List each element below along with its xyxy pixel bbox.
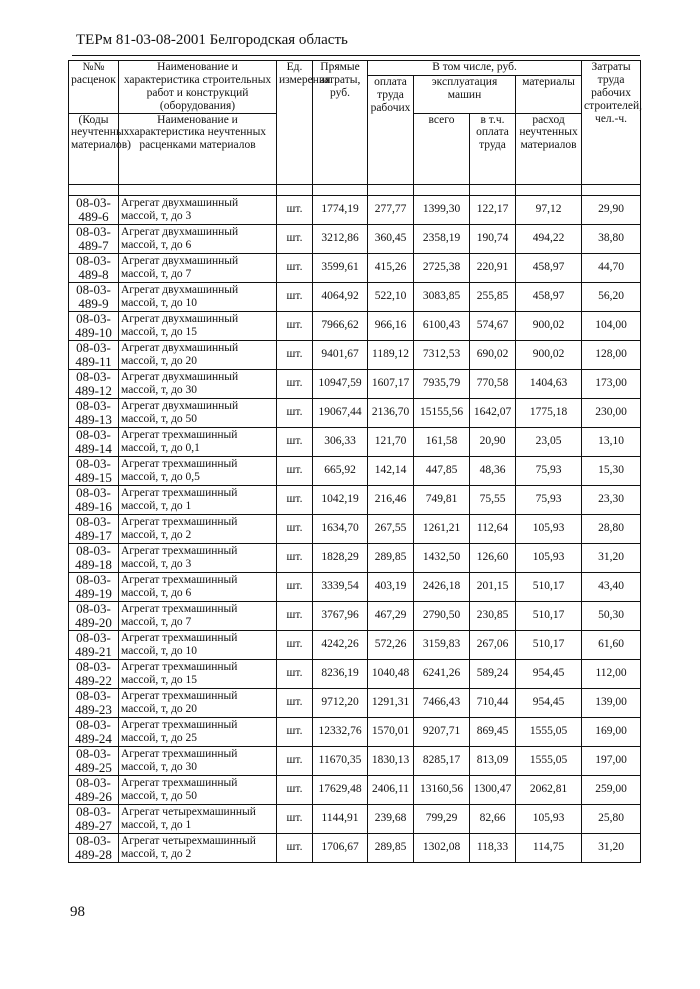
col-labor-header: Затраты труда рабочих строителей, чел.-ч. bbox=[582, 61, 641, 185]
labor-cost: 61,60 bbox=[582, 630, 641, 659]
unit-value: шт. bbox=[277, 340, 313, 369]
unit-value: шт. bbox=[277, 659, 313, 688]
direct-cost: 4064,92 bbox=[313, 282, 368, 311]
rate-code: 08-03-489-7 bbox=[69, 224, 119, 253]
page-title: ТЕРм 81-03-08-2001 Белгородская область bbox=[76, 32, 348, 48]
work-name: Агрегат двухмашинный массой, т, до 7 bbox=[119, 253, 277, 282]
wage-cost: 1607,17 bbox=[368, 369, 414, 398]
direct-cost: 10947,59 bbox=[313, 369, 368, 398]
materials-cost: 458,97 bbox=[516, 253, 582, 282]
direct-cost: 3339,54 bbox=[313, 572, 368, 601]
spacer-cell bbox=[313, 184, 368, 195]
work-name: Агрегат четырехмашинный массой, т, до 1 bbox=[119, 804, 277, 833]
machines-wage-cost: 589,24 bbox=[470, 659, 516, 688]
rate-code: 08-03-489-15 bbox=[69, 456, 119, 485]
unit-value: шт. bbox=[277, 398, 313, 427]
rate-code: 08-03-489-14 bbox=[69, 427, 119, 456]
unit-value: шт. bbox=[277, 224, 313, 253]
work-name: Агрегат трехмашинный массой, т, до 25 bbox=[119, 717, 277, 746]
machines-cost: 2725,38 bbox=[414, 253, 470, 282]
materials-cost: 75,93 bbox=[516, 485, 582, 514]
unit-value: шт. bbox=[277, 746, 313, 775]
machines-wage-cost: 710,44 bbox=[470, 688, 516, 717]
work-name: Агрегат трехмашинный массой, т, до 1 bbox=[119, 485, 277, 514]
unit-value: шт. bbox=[277, 311, 313, 340]
table-row bbox=[69, 804, 641, 833]
materials-cost: 105,93 bbox=[516, 804, 582, 833]
labor-cost: 173,00 bbox=[582, 369, 641, 398]
labor-cost: 31,20 bbox=[582, 543, 641, 572]
rate-code: 08-03-489-16 bbox=[69, 485, 119, 514]
rate-code: 08-03-489-25 bbox=[69, 746, 119, 775]
work-name: Агрегат двухмашинный массой, т, до 10 bbox=[119, 282, 277, 311]
unit-value: шт. bbox=[277, 688, 313, 717]
machines-cost: 7935,79 bbox=[414, 369, 470, 398]
wage-cost: 1291,31 bbox=[368, 688, 414, 717]
labor-cost: 43,40 bbox=[582, 572, 641, 601]
col-direct-header: Прямые затраты, руб. bbox=[313, 61, 368, 185]
labor-cost: 38,80 bbox=[582, 224, 641, 253]
direct-cost: 3212,86 bbox=[313, 224, 368, 253]
wage-cost: 289,85 bbox=[368, 833, 414, 862]
rate-code: 08-03-489-6 bbox=[69, 195, 119, 224]
rate-code: 08-03-489-28 bbox=[69, 833, 119, 862]
wage-cost: 1830,13 bbox=[368, 746, 414, 775]
direct-cost: 9712,20 bbox=[313, 688, 368, 717]
materials-cost: 458,97 bbox=[516, 282, 582, 311]
wage-cost: 467,29 bbox=[368, 601, 414, 630]
rate-code: 08-03-489-23 bbox=[69, 688, 119, 717]
machines-wage-cost: 126,60 bbox=[470, 543, 516, 572]
direct-cost: 11670,35 bbox=[313, 746, 368, 775]
wage-cost: 277,77 bbox=[368, 195, 414, 224]
work-name: Агрегат двухмашинный массой, т, до 6 bbox=[119, 224, 277, 253]
work-name: Агрегат трехмашинный массой, т, до 0,5 bbox=[119, 456, 277, 485]
spacer-cell bbox=[516, 184, 582, 195]
machines-wage-cost: 201,15 bbox=[470, 572, 516, 601]
spacer-cell bbox=[119, 184, 277, 195]
machines-wage-cost: 112,64 bbox=[470, 514, 516, 543]
unit-value: шт. bbox=[277, 572, 313, 601]
direct-cost: 7966,62 bbox=[313, 311, 368, 340]
unit-value: шт. bbox=[277, 427, 313, 456]
work-name: Агрегат трехмашинный массой, т, до 20 bbox=[119, 688, 277, 717]
machines-wage-cost: 869,45 bbox=[470, 717, 516, 746]
labor-cost: 169,00 bbox=[582, 717, 641, 746]
table-body bbox=[69, 195, 641, 862]
table-row bbox=[69, 630, 641, 659]
machines-cost: 15155,56 bbox=[414, 398, 470, 427]
wage-cost: 572,26 bbox=[368, 630, 414, 659]
machines-cost: 13160,56 bbox=[414, 775, 470, 804]
machines-cost: 1302,08 bbox=[414, 833, 470, 862]
machines-cost: 749,81 bbox=[414, 485, 470, 514]
table-row bbox=[69, 195, 641, 224]
rate-code: 08-03-489-24 bbox=[69, 717, 119, 746]
machines-wage-cost: 267,06 bbox=[470, 630, 516, 659]
materials-cost: 494,22 bbox=[516, 224, 582, 253]
labor-cost: 112,00 bbox=[582, 659, 641, 688]
wage-cost: 289,85 bbox=[368, 543, 414, 572]
table-row bbox=[69, 224, 641, 253]
wage-cost: 522,10 bbox=[368, 282, 414, 311]
rate-code: 08-03-489-13 bbox=[69, 398, 119, 427]
machines-cost: 447,85 bbox=[414, 456, 470, 485]
table-row bbox=[69, 456, 641, 485]
machines-cost: 1432,50 bbox=[414, 543, 470, 572]
machines-wage-cost: 230,85 bbox=[470, 601, 516, 630]
unit-value: шт. bbox=[277, 804, 313, 833]
col-materials-header: материалы bbox=[516, 76, 582, 114]
work-name: Агрегат двухмашинный массой, т, до 20 bbox=[119, 340, 277, 369]
unit-value: шт. bbox=[277, 833, 313, 862]
rate-code: 08-03-489-11 bbox=[69, 340, 119, 369]
machines-wage-cost: 770,58 bbox=[470, 369, 516, 398]
wage-cost: 966,16 bbox=[368, 311, 414, 340]
work-name: Агрегат трехмашинный массой, т, до 50 bbox=[119, 775, 277, 804]
spacer-cell bbox=[368, 184, 414, 195]
machines-cost: 2426,18 bbox=[414, 572, 470, 601]
unit-value: шт. bbox=[277, 630, 313, 659]
rate-code: 08-03-489-18 bbox=[69, 543, 119, 572]
work-name: Агрегат двухмашинный массой, т, до 15 bbox=[119, 311, 277, 340]
machines-wage-cost: 1300,47 bbox=[470, 775, 516, 804]
col-code-sub-header: (Коды неучтенных материалов) bbox=[69, 113, 119, 184]
labor-cost: 50,30 bbox=[582, 601, 641, 630]
wage-cost: 2136,70 bbox=[368, 398, 414, 427]
table-row bbox=[69, 688, 641, 717]
rate-code: 08-03-489-26 bbox=[69, 775, 119, 804]
machines-cost: 6241,26 bbox=[414, 659, 470, 688]
work-name: Агрегат двухмашинный массой, т, до 30 bbox=[119, 369, 277, 398]
rate-code: 08-03-489-20 bbox=[69, 601, 119, 630]
col-incl-header: В том числе, руб. bbox=[368, 61, 582, 76]
unit-value: шт. bbox=[277, 601, 313, 630]
work-name: Агрегат трехмашинный массой, т, до 15 bbox=[119, 659, 277, 688]
direct-cost: 1828,29 bbox=[313, 543, 368, 572]
materials-cost: 1555,05 bbox=[516, 746, 582, 775]
materials-cost: 954,45 bbox=[516, 688, 582, 717]
labor-cost: 23,30 bbox=[582, 485, 641, 514]
rate-code: 08-03-489-27 bbox=[69, 804, 119, 833]
materials-cost: 954,45 bbox=[516, 659, 582, 688]
col-machines-total-header: всего bbox=[414, 113, 470, 184]
direct-cost: 1706,67 bbox=[313, 833, 368, 862]
labor-cost: 139,00 bbox=[582, 688, 641, 717]
materials-cost: 1555,05 bbox=[516, 717, 582, 746]
materials-cost: 900,02 bbox=[516, 311, 582, 340]
table-row bbox=[69, 514, 641, 543]
machines-cost: 2790,50 bbox=[414, 601, 470, 630]
unit-value: шт. bbox=[277, 717, 313, 746]
work-name: Агрегат трехмашинный массой, т, до 3 bbox=[119, 543, 277, 572]
wage-cost: 403,19 bbox=[368, 572, 414, 601]
rate-code: 08-03-489-21 bbox=[69, 630, 119, 659]
col-name-header: Наименование и характеристика строительных работ и конструкций (оборудования) bbox=[119, 61, 277, 114]
machines-wage-cost: 82,66 bbox=[470, 804, 516, 833]
machines-wage-cost: 1642,07 bbox=[470, 398, 516, 427]
machines-cost: 3159,83 bbox=[414, 630, 470, 659]
table-row bbox=[69, 253, 641, 282]
page-number: 98 bbox=[70, 904, 85, 920]
materials-cost: 510,17 bbox=[516, 630, 582, 659]
materials-cost: 2062,81 bbox=[516, 775, 582, 804]
work-name: Агрегат трехмашинный массой, т, до 6 bbox=[119, 572, 277, 601]
direct-cost: 3599,61 bbox=[313, 253, 368, 282]
wage-cost: 2406,11 bbox=[368, 775, 414, 804]
rate-code: 08-03-489-19 bbox=[69, 572, 119, 601]
table-row bbox=[69, 746, 641, 775]
wage-cost: 1189,12 bbox=[368, 340, 414, 369]
machines-wage-cost: 48,36 bbox=[470, 456, 516, 485]
col-machines-header: эксплуатация машин bbox=[414, 76, 516, 114]
table-row bbox=[69, 659, 641, 688]
spacer-cell bbox=[470, 184, 516, 195]
direct-cost: 3767,96 bbox=[313, 601, 368, 630]
unit-value: шт. bbox=[277, 195, 313, 224]
materials-cost: 510,17 bbox=[516, 601, 582, 630]
work-name: Агрегат трехмашинный массой, т, до 10 bbox=[119, 630, 277, 659]
table-row bbox=[69, 311, 641, 340]
wage-cost: 142,14 bbox=[368, 456, 414, 485]
machines-wage-cost: 190,74 bbox=[470, 224, 516, 253]
machines-cost: 7466,43 bbox=[414, 688, 470, 717]
wage-cost: 360,45 bbox=[368, 224, 414, 253]
machines-wage-cost: 255,85 bbox=[470, 282, 516, 311]
table-row bbox=[69, 398, 641, 427]
table-row bbox=[69, 717, 641, 746]
spacer-cell bbox=[69, 184, 119, 195]
materials-cost: 75,93 bbox=[516, 456, 582, 485]
machines-cost: 2358,19 bbox=[414, 224, 470, 253]
wage-cost: 121,70 bbox=[368, 427, 414, 456]
direct-cost: 306,33 bbox=[313, 427, 368, 456]
materials-cost: 97,12 bbox=[516, 195, 582, 224]
rate-code: 08-03-489-10 bbox=[69, 311, 119, 340]
machines-wage-cost: 118,33 bbox=[470, 833, 516, 862]
unit-value: шт. bbox=[277, 253, 313, 282]
rate-code: 08-03-489-12 bbox=[69, 369, 119, 398]
col-machines-wage-header: в т.ч. оплата труда bbox=[470, 113, 516, 184]
table-row bbox=[69, 427, 641, 456]
labor-cost: 15,30 bbox=[582, 456, 641, 485]
wage-cost: 239,68 bbox=[368, 804, 414, 833]
unit-value: шт. bbox=[277, 282, 313, 311]
machines-wage-cost: 813,09 bbox=[470, 746, 516, 775]
spacer-cell bbox=[414, 184, 470, 195]
table-row bbox=[69, 775, 641, 804]
unit-value: шт. bbox=[277, 369, 313, 398]
machines-cost: 6100,43 bbox=[414, 311, 470, 340]
col-materials-sub-header: расход неучтенных материалов bbox=[516, 113, 582, 184]
table-row bbox=[69, 543, 641, 572]
col-wage-header: оплата труда рабочих bbox=[368, 76, 414, 185]
table-row bbox=[69, 833, 641, 862]
table-row bbox=[69, 369, 641, 398]
labor-cost: 197,00 bbox=[582, 746, 641, 775]
work-name: Агрегат трехмашинный массой, т, до 2 bbox=[119, 514, 277, 543]
materials-cost: 105,93 bbox=[516, 514, 582, 543]
unit-value: шт. bbox=[277, 485, 313, 514]
unit-value: шт. bbox=[277, 775, 313, 804]
work-name: Агрегат двухмашинный массой, т, до 50 bbox=[119, 398, 277, 427]
machines-wage-cost: 574,67 bbox=[470, 311, 516, 340]
col-name-sub-header: Наименование и характеристика неучтенных расценками материалов bbox=[119, 113, 277, 184]
labor-cost: 230,00 bbox=[582, 398, 641, 427]
work-name: Агрегат трехмашинный массой, т, до 30 bbox=[119, 746, 277, 775]
table-row bbox=[69, 601, 641, 630]
table-row bbox=[69, 282, 641, 311]
direct-cost: 1774,19 bbox=[313, 195, 368, 224]
direct-cost: 12332,76 bbox=[313, 717, 368, 746]
labor-cost: 104,00 bbox=[582, 311, 641, 340]
unit-value: шт. bbox=[277, 456, 313, 485]
rate-code: 08-03-489-22 bbox=[69, 659, 119, 688]
col-unit-header: Ед. измерения bbox=[277, 61, 313, 185]
rate-code: 08-03-489-9 bbox=[69, 282, 119, 311]
unit-value: шт. bbox=[277, 543, 313, 572]
machines-cost: 161,58 bbox=[414, 427, 470, 456]
wage-cost: 267,55 bbox=[368, 514, 414, 543]
materials-cost: 1404,63 bbox=[516, 369, 582, 398]
machines-cost: 1399,30 bbox=[414, 195, 470, 224]
direct-cost: 9401,67 bbox=[313, 340, 368, 369]
direct-cost: 1144,91 bbox=[313, 804, 368, 833]
machines-cost: 3083,85 bbox=[414, 282, 470, 311]
materials-cost: 1775,18 bbox=[516, 398, 582, 427]
direct-cost: 1042,19 bbox=[313, 485, 368, 514]
work-name: Агрегат трехмашинный массой, т, до 7 bbox=[119, 601, 277, 630]
machines-cost: 7312,53 bbox=[414, 340, 470, 369]
direct-cost: 17629,48 bbox=[313, 775, 368, 804]
materials-cost: 105,93 bbox=[516, 543, 582, 572]
materials-cost: 23,05 bbox=[516, 427, 582, 456]
wage-cost: 216,46 bbox=[368, 485, 414, 514]
wage-cost: 415,26 bbox=[368, 253, 414, 282]
direct-cost: 1634,70 bbox=[313, 514, 368, 543]
work-name: Агрегат четырехмашинный массой, т, до 2 bbox=[119, 833, 277, 862]
labor-cost: 29,90 bbox=[582, 195, 641, 224]
table-row bbox=[69, 340, 641, 369]
machines-wage-cost: 220,91 bbox=[470, 253, 516, 282]
materials-cost: 510,17 bbox=[516, 572, 582, 601]
machines-wage-cost: 122,17 bbox=[470, 195, 516, 224]
wage-cost: 1570,01 bbox=[368, 717, 414, 746]
labor-cost: 25,80 bbox=[582, 804, 641, 833]
machines-cost: 1261,21 bbox=[414, 514, 470, 543]
labor-cost: 28,80 bbox=[582, 514, 641, 543]
unit-value: шт. bbox=[277, 514, 313, 543]
materials-cost: 114,75 bbox=[516, 833, 582, 862]
table-row bbox=[69, 572, 641, 601]
direct-cost: 665,92 bbox=[313, 456, 368, 485]
machines-cost: 799,29 bbox=[414, 804, 470, 833]
work-name: Агрегат трехмашинный массой, т, до 0,1 bbox=[119, 427, 277, 456]
machines-wage-cost: 20,90 bbox=[470, 427, 516, 456]
work-name: Агрегат двухмашинный массой, т, до 3 bbox=[119, 195, 277, 224]
spacer-cell bbox=[277, 184, 313, 195]
spacer-cell bbox=[582, 184, 641, 195]
direct-cost: 8236,19 bbox=[313, 659, 368, 688]
machines-wage-cost: 690,02 bbox=[470, 340, 516, 369]
machines-wage-cost: 75,55 bbox=[470, 485, 516, 514]
labor-cost: 128,00 bbox=[582, 340, 641, 369]
materials-cost: 900,02 bbox=[516, 340, 582, 369]
labor-cost: 44,70 bbox=[582, 253, 641, 282]
labor-cost: 259,00 bbox=[582, 775, 641, 804]
labor-cost: 13,10 bbox=[582, 427, 641, 456]
machines-cost: 8285,17 bbox=[414, 746, 470, 775]
header-rule bbox=[72, 55, 640, 56]
labor-cost: 31,20 bbox=[582, 833, 641, 862]
machines-cost: 9207,71 bbox=[414, 717, 470, 746]
labor-cost: 56,20 bbox=[582, 282, 641, 311]
price-table bbox=[68, 60, 641, 863]
col-code-header: №№ расценок bbox=[69, 61, 119, 114]
table-row bbox=[69, 485, 641, 514]
rate-code: 08-03-489-17 bbox=[69, 514, 119, 543]
direct-cost: 4242,26 bbox=[313, 630, 368, 659]
rate-code: 08-03-489-8 bbox=[69, 253, 119, 282]
direct-cost: 19067,44 bbox=[313, 398, 368, 427]
wage-cost: 1040,48 bbox=[368, 659, 414, 688]
